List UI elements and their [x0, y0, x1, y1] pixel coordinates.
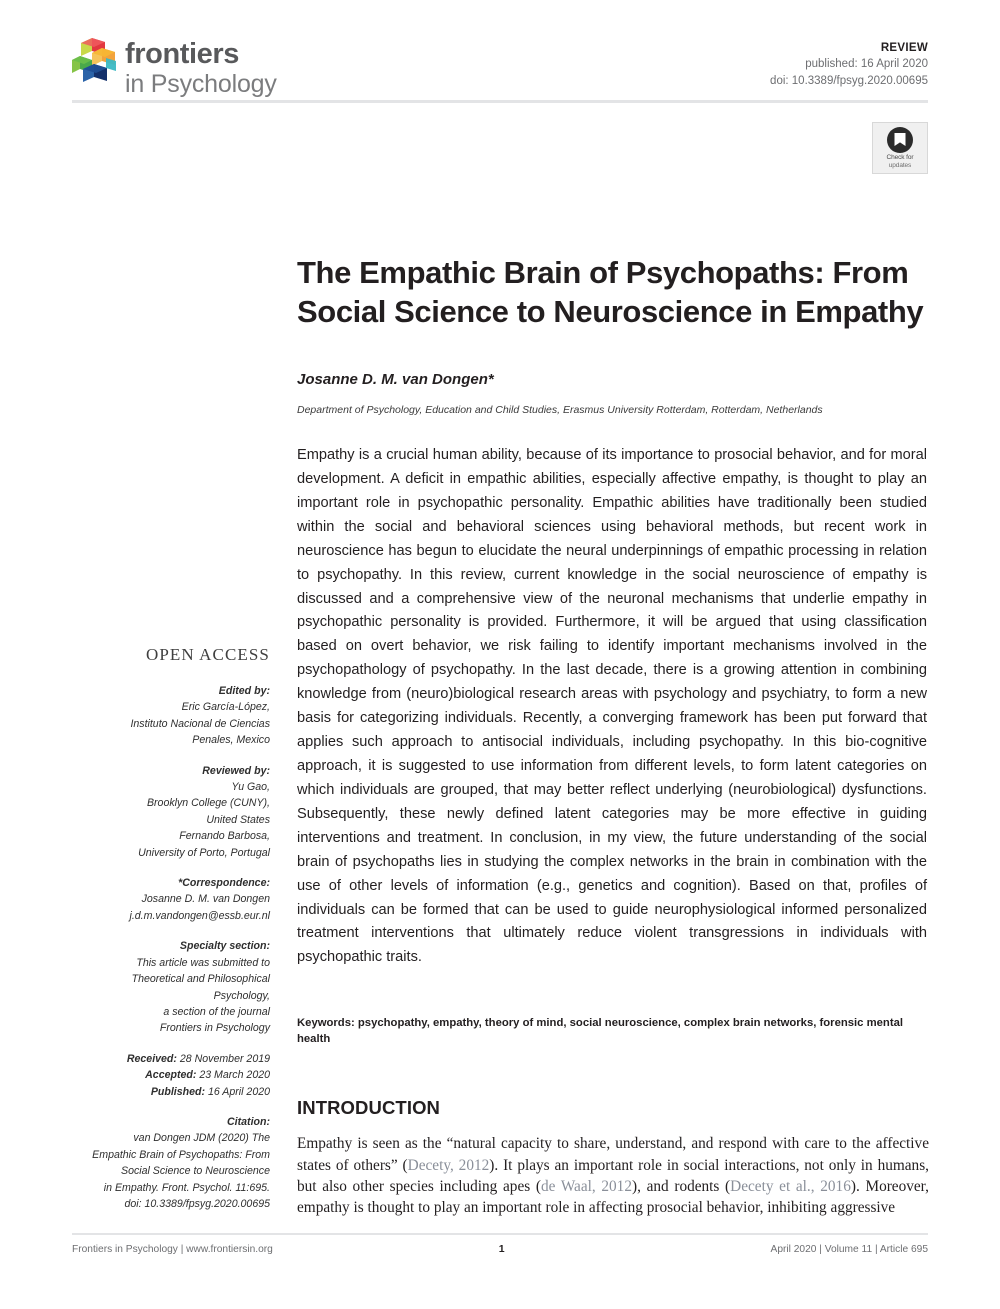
specialty-line: Frontiers in Psychology — [159, 1022, 270, 1035]
citation-block — [62, 1114, 270, 1212]
dates-block — [62, 1051, 270, 1100]
accepted-date-line — [62, 1067, 270, 1083]
editor-line: Eric García-López, — [181, 701, 270, 714]
published-date: published: 16 April 2020 — [805, 58, 928, 71]
doi-text: doi: 10.3389/fpsyg.2020.00695 — [770, 74, 928, 87]
specialty-line: Theoretical and Philosophical — [131, 973, 270, 986]
footer-page-number: 1 — [498, 1243, 505, 1255]
logo-journal-text: in Psychology — [125, 70, 277, 98]
correspondence-email[interactable]: j.d.m.vandongen@essb.eur.nl — [129, 909, 270, 922]
introduction-paragraph — [297, 1133, 929, 1218]
section-heading-introduction: INTRODUCTION — [297, 1097, 441, 1119]
check-for-updates-badge[interactable] — [872, 122, 928, 174]
editor-line: Penales, Mexico — [192, 734, 270, 747]
edited-by-label: Edited by: — [218, 685, 270, 697]
author-affiliation: Department of Psychology, Education and Child Studies, Erasmus University Rotterdam, Rotterdam, Netherlands — [297, 404, 823, 416]
specialty-line: This article was submitted to — [136, 956, 270, 969]
masthead — [72, 34, 928, 100]
author-name[interactable]: Josanne D. M. van Dongen* — [297, 371, 494, 388]
citation-link-de-waal-2012[interactable]: de Waal, 2012 — [540, 1177, 632, 1195]
citation-line: Empathic Brain of Psychopaths: From — [92, 1148, 270, 1161]
publication-info — [770, 40, 928, 89]
citation-line: in Empathy. Front. Psychol. 11:695. — [103, 1181, 270, 1194]
crossmark-line1: Check for — [886, 154, 914, 161]
correspondence-block — [62, 875, 270, 924]
footer-journal-url[interactable]: Frontiers in Psychology | www.frontiersin.org — [72, 1244, 273, 1255]
crossmark-line2: updates — [888, 162, 912, 170]
citation-line: van Dongen JDM (2020) The — [133, 1132, 270, 1145]
reviewer-line: Fernando Barbosa, — [179, 830, 270, 843]
reviewer-line: United States — [206, 813, 270, 826]
intro-text-3: ), and rodents ( — [631, 1177, 731, 1195]
reviewed-by-label: Reviewed by: — [202, 764, 270, 777]
logo-brand-text: frontiers — [125, 38, 240, 70]
open-access-label: OPEN ACCESS — [145, 645, 270, 664]
specialty-section-block — [62, 938, 270, 1036]
reviewer-line: Yu Gao, — [231, 781, 270, 794]
accepted-label: Accepted: — [145, 1069, 197, 1082]
edited-by-block — [62, 683, 270, 749]
accepted-value: 23 March 2020 — [199, 1069, 270, 1082]
published-value: 16 April 2020 — [207, 1085, 270, 1098]
header-divider — [72, 100, 928, 103]
keywords-line: Keywords: psychopathy, empathy, theory of mind, social neuroscience, complex brain networks, forensic mental health — [297, 1017, 904, 1046]
crossmark-icon — [887, 127, 913, 153]
citation-label: Citation: — [227, 1115, 270, 1128]
specialty-line: a section of the journal — [163, 1005, 270, 1018]
footer-divider — [72, 1233, 928, 1235]
intro-text-1: Empathy is seen as the “natural capacity to share, understand, and respond with care to the affective states of others” ( — [297, 1135, 929, 1174]
citation-doi-line[interactable]: doi: 10.3389/fpsyg.2020.00695 — [124, 1197, 270, 1210]
received-label: Received: — [126, 1052, 177, 1065]
specialty-section-label: Specialty section: — [179, 940, 270, 953]
published-date-line — [62, 1084, 270, 1100]
page-title: The Empathic Brain of Psychopaths: From Social Science to Neuroscience in Empathy — [297, 254, 924, 329]
citation-line: Social Science to Neuroscience — [121, 1165, 270, 1178]
intro-text-2: ). It plays an important role in social interactions, not only in humans, but also other species including apes ( — [297, 1156, 929, 1195]
reviewed-by-block — [62, 763, 270, 861]
journal-logo[interactable] — [72, 34, 277, 97]
editor-line: Instituto Nacional de Ciencias — [130, 717, 270, 730]
intro-text-4: ). Moreover, empathy is thought to play an important role in affecting prosocial behavior, inhibiting aggressive — [297, 1177, 929, 1217]
received-value: 28 November 2019 — [179, 1052, 270, 1065]
page-footer — [72, 1243, 928, 1255]
abstract-text: Empathy is a crucial human ability, because of its importance to prosocial behavior, and for moral development. A deficit in empathic abilities, especially affective empathy, is thought to play an important role in psychopathic personality. Empathic abilities have traditionally been studied within the social and behavioral sciences using behavioral methods, but recent work in neuroscience has begun to elucidate the neural underpinnings of empathic processing in relation to psychopathy. In this review, current knowledge in the social neuroscience of empathy is discussed and a comprehensive view of the neuronal mechanisms that underlie empathy in psychopathic personality is provided. Furthermore, it will be argued that using classification based on overt behavior, we risk failing to identify important mechanisms involved in the psychopathology of psychopathy. In the last decade, there is a growing attention in combining knowledge from (neuro)biological research areas with psychology and psychiatry, to form a new basis for categorizing individuals. Recently, a converging framework has been put forward that applies such approach to antisocial individuals, including psychopathy. In this bio-cognitive approach, it is suggested to use information from different levels, to form latent categories on which individuals are grouped, that may better reflect underlying (neurobiological) dysfunctions. Subsequently, these newly defined latent categories may be more effective in guiding interventions and treatment. In conclusion, in my view, the future understanding of the social brain of psychopaths lies in studying the complex networks in the brain in combination with the use of other levels of information (e.g., genetics and cognition). Based on that, profiles of individuals can be formed that can be used to guide neurophysiological informed personalized treatment interventions that ultimately reduce violent transgressions in individuals with psychopathic traits. — [297, 447, 927, 966]
received-date-line — [62, 1051, 270, 1067]
citation-link-decety-et-al-2016[interactable]: Decety et al., 2016 — [730, 1177, 851, 1195]
footer-issue-info: April 2020 | Volume 11 | Article 695 — [770, 1244, 928, 1255]
article-sidebar — [62, 645, 270, 1226]
published-label: Published: — [150, 1085, 205, 1098]
reviewer-line: Brooklyn College (CUNY), — [146, 797, 270, 810]
correspondence-name: Josanne D. M. van Dongen — [141, 893, 270, 906]
article-type-label: REVIEW — [880, 42, 928, 54]
reviewer-line: University of Porto, Portugal — [138, 846, 270, 859]
citation-link-decety-2012[interactable]: Decety, 2012 — [407, 1156, 490, 1174]
specialty-line: Psychology, — [213, 989, 270, 1002]
correspondence-label: *Correspondence: — [178, 877, 270, 890]
frontiers-cubes-logo-icon — [72, 36, 118, 84]
